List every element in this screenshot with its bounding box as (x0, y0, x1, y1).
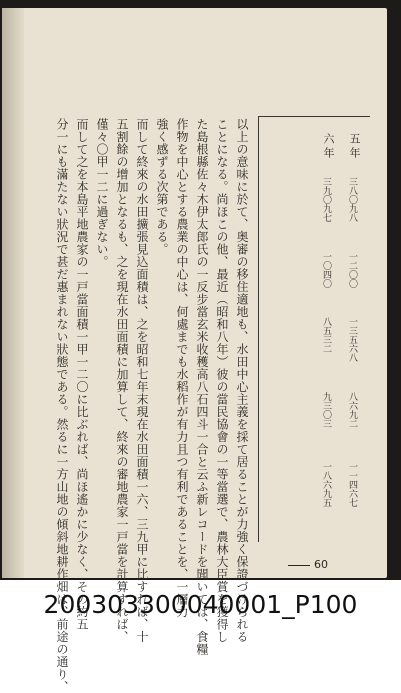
page-gutter (2, 8, 24, 578)
page-number-wrap (288, 558, 328, 571)
yearly-table (258, 116, 370, 542)
text-line: 而して終來の水田擴張見込面積は、之を昭和七年末現在水田面積一六、三九甲に比すれば、十 (135, 118, 149, 643)
table-cell: 八五三二 (321, 317, 331, 353)
text-line: 以上の意味に於て、奥審の移住適地も、水田中心主義を採て居ることが力強く保證づけられる (235, 118, 249, 643)
text-line: 分一にも滿たない狀況で甚だ惠まれない狀態である。然るに一方山地の傾斜地耕作畑は、前途の通り、 (55, 118, 69, 693)
image-id-caption: 200303300040001_P100 (43, 590, 358, 619)
table-cell: 九三〇三 (321, 392, 331, 428)
table-cell: 八六九二 (347, 392, 357, 428)
text-line: 僅々〇甲一二に過ぎない。 (95, 118, 109, 268)
text-line: 強く感ずる次第である。 (155, 118, 169, 256)
table-row-label: 五年 (348, 133, 361, 161)
page-number: 60 (314, 558, 328, 571)
table-cell: 三九〇九七 (321, 177, 331, 222)
table-cell: 一一四六七 (347, 462, 357, 507)
table-cell: 一〇四〇 (321, 252, 331, 288)
text-line: た島根縣佐々木伊太郎氏の一反步當玄米收穫高八石四斗一合と云ふ新レコードを聞いては、食糧 (195, 118, 209, 656)
text-line: 作物を中心とする農業の中心は、何處までも水稻作が有力且つ有利であることを、一層力 (175, 118, 189, 618)
table-cell: 一八六九五 (321, 462, 331, 507)
text-line: 而して之を本島平地農家の一戸當面積一甲一二〇に比ぶれば、尚ほ遙かに少なく、その約五 (75, 118, 89, 631)
text-line: ことになる。尚ほこの他、最近（昭和八年）彼の當民協會の一等當選で、農林大臣賞を獲得し (215, 118, 229, 643)
table-cell: 三八〇九八 (347, 177, 357, 222)
text-line: 五割餘の增加となるも、之を現在水田面積に加算して、終來の審地農家一戸當を計算すれば、 (115, 118, 129, 643)
page-number-rule (288, 565, 310, 566)
table-cell: 一二〇〇 (347, 252, 357, 288)
table-row-label: 六年 (322, 133, 335, 161)
table-rule (258, 117, 259, 542)
table-cell: 一三五六八 (347, 317, 357, 362)
